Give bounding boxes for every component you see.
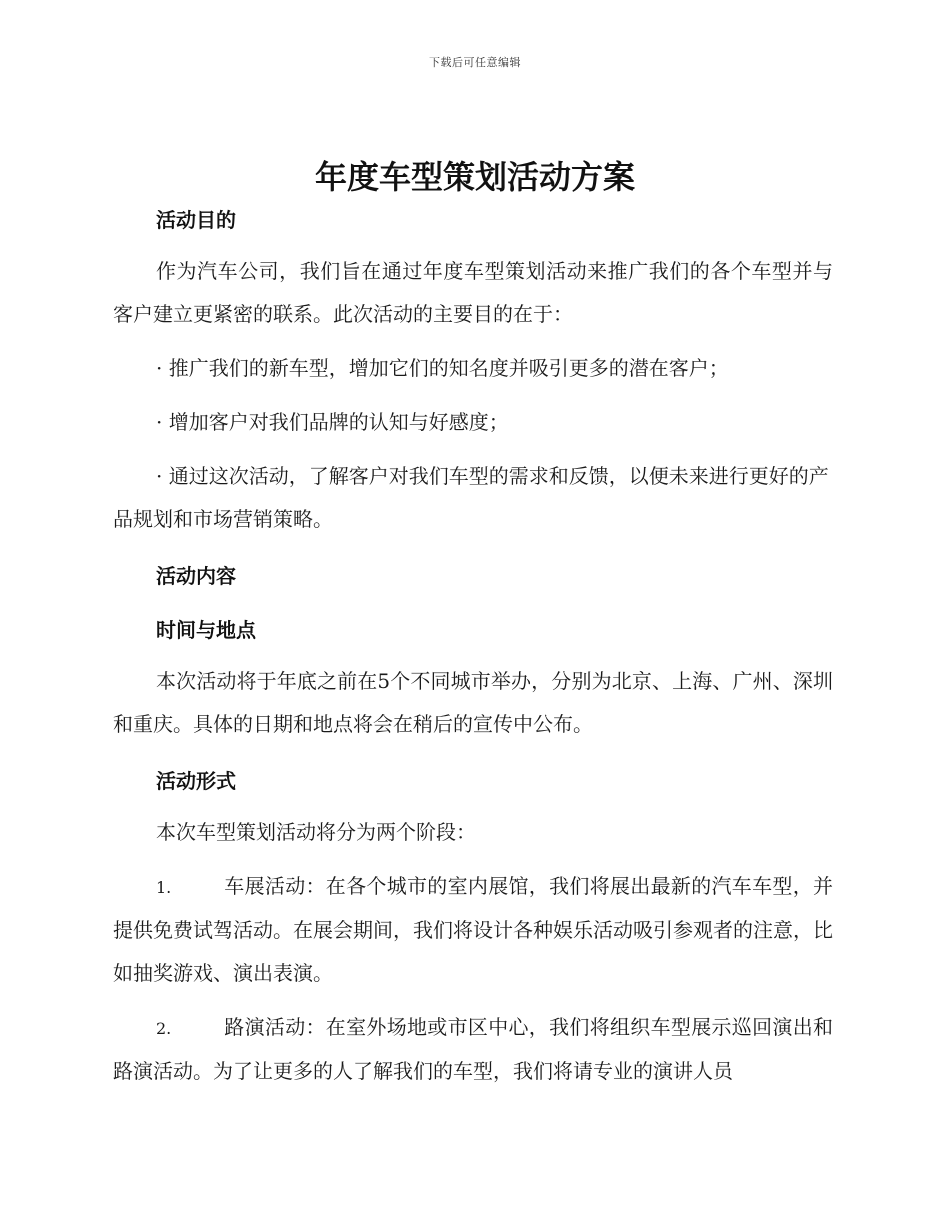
paragraph-time-place: 本次活动将于年底之前在5个不同城市举办，分别为北京、上海、广州、深圳和重庆。具体的日期和地点将会在稍后的宣传中公布。: [113, 669, 833, 736]
numbered-item-2-number: 2.: [156, 1019, 172, 1038]
heading-content: 活动内容: [156, 564, 236, 588]
paragraph-form-intro: 本次车型策划活动将分为两个阶段：: [156, 820, 476, 844]
numbered-item-2-text: 路演活动：在室外场地或市区中心，我们将组织车型展示巡回演出和路演活动。为了让更多的人了解我们的车型，我们将请专业的演讲人员: [113, 1015, 833, 1083]
bullet-item-1: · 推广我们的新车型，增加它们的知名度并吸引更多的潜在客户；: [156, 356, 729, 380]
document-title: 年度车型策划活动方案: [314, 158, 635, 196]
numbered-item-1-number: 1.: [156, 878, 172, 897]
numbered-item-2: [113, 1006, 833, 1093]
page-header-note: 下载后可任意编辑: [429, 56, 521, 69]
bullet-item-3: · 通过这次活动，了解客户对我们车型的需求和反馈，以便未来进行更好的产品规划和市场营销策略。: [113, 464, 829, 531]
heading-purpose: 活动目的: [156, 208, 236, 232]
heading-time-place: 时间与地点: [156, 618, 256, 642]
heading-form: 活动形式: [156, 769, 236, 793]
numbered-item-1: [113, 865, 833, 995]
bullet-item-2: · 增加客户对我们品牌的认知与好感度；: [156, 410, 509, 434]
paragraph-purpose-intro: 作为汽车公司，我们旨在通过年度车型策划活动来推广我们的各个车型并与客户建立更紧密的联系。此次活动的主要目的在于：: [113, 259, 833, 326]
numbered-item-1-text: 车展活动：在各个城市的室内展馆，我们将展出最新的汽车车型，并提供免费试驾活动。在展会期间，我们将设计各种娱乐活动吸引参观者的注意，比如抽奖游戏、演出表演。: [113, 874, 833, 985]
document-body: [113, 196, 833, 1104]
